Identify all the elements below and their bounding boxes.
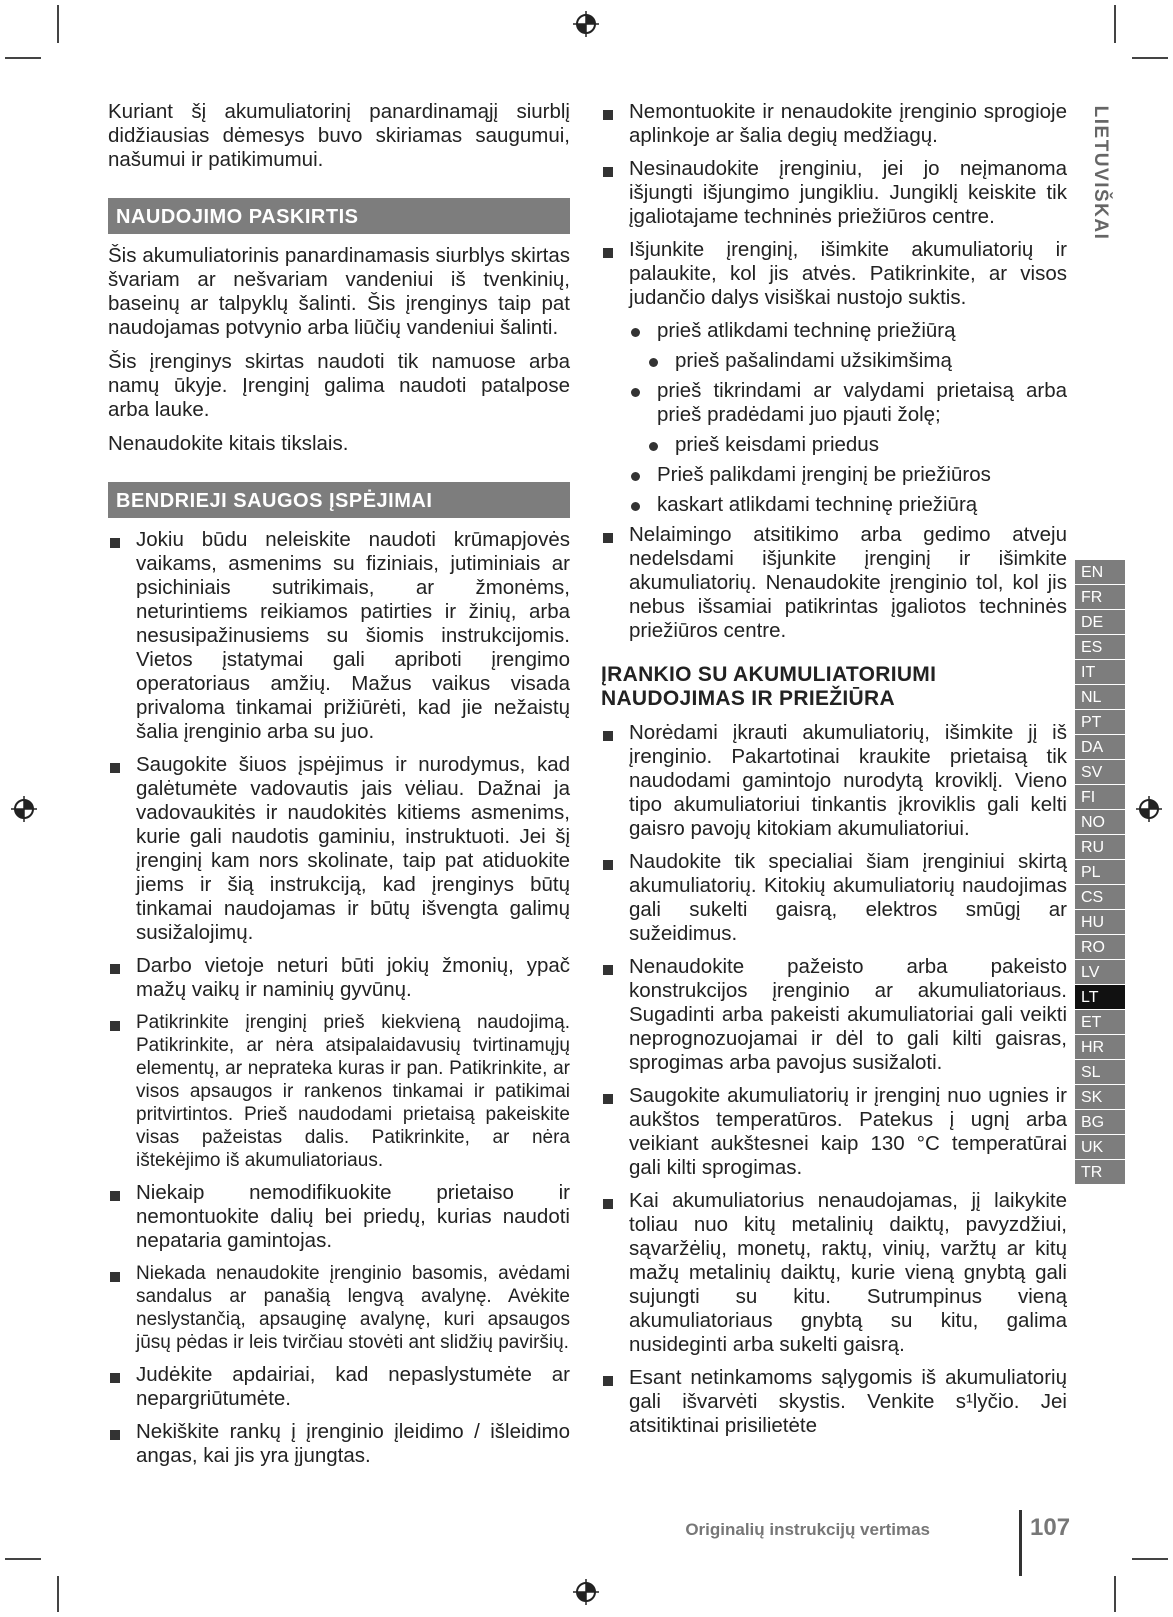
footer-divider (1019, 1510, 1022, 1576)
language-index-item: NL (1075, 685, 1125, 710)
paragraph: Šis akumuliatorinis panardinamasis siurblys skirtas švariam ar nešvariam vandeniui iš tvenkinių, baseinų ar talpyklų šalinti. Šis įrenginys taip pat naudojamas potvynio arba liūčių vandeniui šalinti. (108, 244, 570, 339)
language-index-item: CS (1075, 885, 1125, 910)
sub-bullet-item: prieš atlikdami techninę priežiūrą (601, 319, 1067, 343)
crop-mark (57, 5, 59, 43)
bullet-item: Esant netinkamoms sąlygomis iš akumuliatorių gali išvarvėti skystis. Venkite s¹lyčio. Jei atsitiktinai prisilietėte (601, 1366, 1067, 1438)
language-index-item: UK (1075, 1135, 1125, 1160)
language-index-item: ET (1075, 1010, 1125, 1035)
bullet-item: Nekiškite rankų į įrenginio įleidimo / išleidimo angas, kai jis yra įjungtas. (108, 1420, 570, 1468)
language-index-item: TR (1075, 1160, 1125, 1185)
section-heading: ĮRANKIO SU AKUMULIATORIUMI NAUDOJIMAS IR PRIEŽIŪRA (601, 663, 937, 710)
language-index-item: DE (1075, 610, 1125, 635)
page-number: 107 (1030, 1514, 1071, 1541)
bullet-item: Nesinaudokite įrenginiu, jei jo neįmanoma išjungti išjungimo jungikliu. Jungiklį keiskite tik įgaliotajame techninės priežiūros centre. (601, 157, 1067, 229)
section-heading: BENDRIEJI SAUGOS ĮSPĖJIMAI (108, 482, 570, 518)
crop-mark (1132, 57, 1168, 59)
crop-mark (1114, 1576, 1116, 1612)
left-column (108, 100, 570, 1477)
section-heading: NAUDOJIMO PASKIRTIS (108, 198, 570, 234)
language-index-item: EN (1075, 560, 1125, 585)
crop-mark (1114, 5, 1116, 43)
intro-text: Kuriant šį akumuliatorinį panardinamąjį siurblį didžiausias dėmesys buvo skiriamas saugumui, našumui ir patikimumui. (108, 100, 570, 171)
crop-mark (57, 1576, 59, 1612)
language-index-item: ES (1075, 635, 1125, 660)
bullet-item: Patikrinkite įrenginį prieš kiekvieną naudojimą. Patikrinkite, ar nėra atsipalaidavusių tvirtinamųjų elementų, ar nepratekа kuras ir pan. Patikrinkite, ar visos apsaugos ir rankenos tinkamai ir patikimai pritvirtintos. Prieš naudodami prietaisą pakeiskite visas pažeistas dalis. Patikrinkite, ar nėra ištekėjimo iš akumuliatoriaus. (108, 1011, 570, 1172)
sub-bullet-item: prieš keisdami priedus (601, 433, 1067, 457)
language-index-item: HR (1075, 1035, 1125, 1060)
sub-bullet-item: kaskart atlikdami techninę priežiūrą (601, 493, 1067, 517)
bullet-item: Niekada nenaudokite įrenginio basomis, avėdami sandalus ar panašią lengvą avalynę. Avėkite neslystančią, apsauginę avalynę, kuri apsaugos jūsų pėdas ir leis tvirčiau stovėti ant slidžių paviršių. (108, 1262, 570, 1354)
bullet-item: Saugokite šiuos įspėjimus ir nurodymus, kad galėtumėte vadovautis jais vėliau. Dažnai ja vadovaukitės ir naudokitės kitiems asmenims, kurie gali naudotis gaminiu, instruktuoti. Jei šį įrenginį kam nors skolinate, taip pat atiduokite jiems ir šią instrukciją, kad įrenginys būtų tinkamai naudojamas ir būtų išvengta galimų susižalojimų. (108, 753, 570, 945)
bullet-item: Darbo vietoje neturi būti jokių žmonių, ypač mažų vaikų ir naminių gyvūnų. (108, 954, 570, 1002)
language-side-tab (1085, 105, 1115, 240)
right-column (601, 100, 1067, 1447)
language-index-item: PL (1075, 860, 1125, 885)
language-index-item: SL (1075, 1060, 1125, 1085)
language-index-item: FI (1075, 785, 1125, 810)
language-index-item: SV (1075, 760, 1125, 785)
language-index-item: BG (1075, 1110, 1125, 1135)
paragraph: Nenaudokite kitais tikslais. (108, 432, 349, 455)
language-index-item: HU (1075, 910, 1125, 935)
footer-text: Originalių instrukcijų vertimas (685, 1520, 930, 1539)
language-index-item: LV (1075, 960, 1125, 985)
bullet-item: Judėkite apdairiai, kad nepaslystumėte ar nepargriūtumėte. (108, 1363, 570, 1411)
language-index-item: SK (1075, 1085, 1125, 1110)
bullet-item: Saugokite akumuliatorių ir įrenginį nuo ugnies ir aukštos temperatūros. Patekus į ugnį arba veikiant aukštesnei kaip 130 °C temperatūrai gali kilti sprogimas. (601, 1084, 1067, 1180)
language-index-item: FR (1075, 585, 1125, 610)
sub-bullet-item: Prieš palikdami įrenginį be priežiūros (601, 463, 1067, 487)
language-index-item: LT (1075, 985, 1125, 1010)
sub-bullet-item: prieš pašalindami užsikimšimą (601, 349, 1067, 373)
language-index-item: DA (1075, 735, 1125, 760)
crop-mark (5, 57, 41, 59)
registration-mark-icon (10, 795, 38, 823)
bullet-item: Nenaudokite pažeisto arba pakeisto konstrukcijos įrenginio ar akumuliatoriaus. Sugadinti arba pakeisti akumuliatoriai gali veikti neprognozuojamai ir dėl to gali kilti gaisras, sprogimas arba pavojus susižaloti. (601, 955, 1067, 1075)
sub-bullet-item: prieš tikrindami ar valydami prietaisą arba prieš pradėdami juo pjauti žolę; (601, 379, 1067, 427)
language-index (1075, 560, 1125, 1185)
language-index-item: NO (1075, 810, 1125, 835)
footer (685, 1510, 1071, 1550)
bullet-item: Jokiu būdu neleiskite naudoti krūmapjovės vaikams, asmenims su fiziniais, jutiminiais ar psichiniais sutrikimais, ar žmonėms, neturintiems reikiamos patirties ir žinių, arba nesusipažinusiems su šiomis instrukcijomis. Vietos įstatymai gali apriboti įrengimo operatoriaus amžių. Mažus vaikus visada privaloma tinkamai prižiūrėti, kad jie nežaistų šalia įrenginio arba su juo. (108, 528, 570, 744)
bullet-item: Išjunkite įrenginį, išimkite akumuliatorių ir palaukite, kol jis atvės. Patikrinkite, ar visos judančio dalys visiškai nustojo suktis. (601, 238, 1067, 310)
crop-mark (1132, 1558, 1168, 1560)
paragraph: Šis įrenginys skirtas naudoti tik namuose arba namų ūkyje. Įrenginį galima naudoti patalpose arba lauke. (108, 350, 570, 421)
bullet-item: Nelaimingo atsitikimo arba gedimo atveju nedelsdami išjunkite įrenginį ir išimkite akumuliatorių. Nenaudokite įrenginio tol, kol jis nebus išsamiai patikrintas įgaliotos techninės priežiūros centre. (601, 523, 1067, 643)
bullet-item: Norėdami įkrauti akumuliatorių, išimkite jį iš įrenginio. Pakartotinai kraukite prietaisą tik naudodami gamintojo nurodytą kroviklį. Vieno tipo akumuliatoriui tinkantis įkroviklis gali kelti gaisro pavojų kitokiam akumuliatoriui. (601, 721, 1067, 841)
bullet-item: Niekaip nemodifikuokite prietaiso ir nemontuokite dalių bei priedų, kurias naudoti nepataria gamintojas. (108, 1181, 570, 1253)
crop-mark (5, 1558, 41, 1560)
language-index-item: IT (1075, 660, 1125, 685)
registration-mark-icon (1135, 795, 1163, 823)
bullet-item: Kai akumuliatorius nenaudojamas, jį laikykite toliau nuo kitų metalinių daiktų, pavyzdžiui, sąvaržėlių, monetų, raktų, vinių, varžtų ar kitų mažų metalinių daiktų, kurie vieną gnybtą gali sujungti su kitu. Sutrumpinus vieną akumuliatoriaus gnybtą su kitu, galima nusideginti arba sukelti gaisrą. (601, 1189, 1067, 1357)
registration-mark-icon (572, 10, 600, 38)
registration-mark-icon (572, 1578, 600, 1606)
side-tab-label: LIETUVIŠKAI (1090, 105, 1111, 240)
bullet-item: Nemontuokite ir nenaudokite įrenginio sprogioje aplinkoje ar šalia degių medžiagų. (601, 100, 1067, 148)
bullet-item: Naudokite tik specialiai šiam įrenginiui skirtą akumuliatorių. Kitokių akumuliatorių naudojimas gali sukelti gaisrą, elektros smūgį ar sužeidimus. (601, 850, 1067, 946)
language-index-item: RO (1075, 935, 1125, 960)
language-index-item: PT (1075, 710, 1125, 735)
language-index-item: RU (1075, 835, 1125, 860)
